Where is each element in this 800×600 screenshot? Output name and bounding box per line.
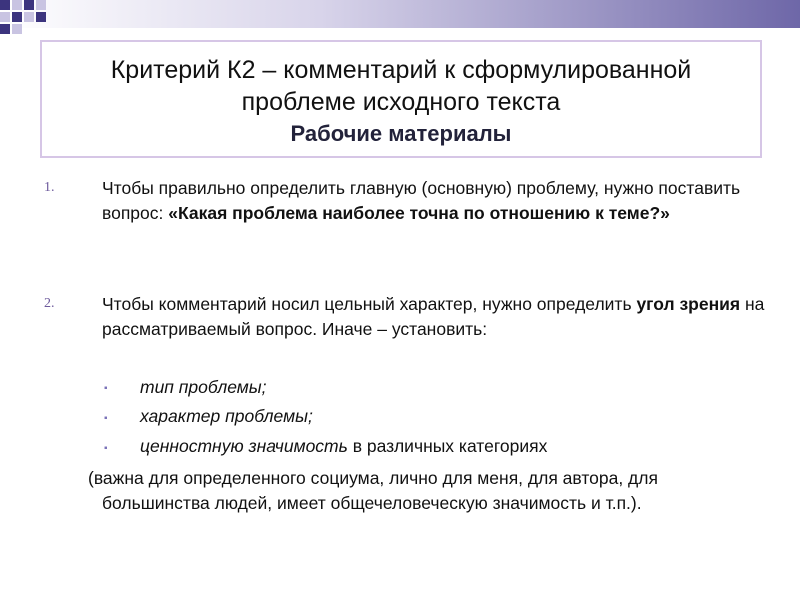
- sub-item-value-significance: ценностную значимость в различных категориях: [140, 436, 548, 456]
- square-bullet-icon: ▪: [104, 413, 108, 424]
- sub-item-problem-type: тип проблемы;: [140, 377, 267, 397]
- list-item-number: 1.: [44, 180, 55, 195]
- list-item-1-text: [102, 176, 742, 226]
- square-bullet-icon: ▪: [104, 443, 108, 454]
- list-item-2-tail: на рассматриваемый вопрос. Иначе – установить:: [102, 294, 765, 339]
- slide-title-line-1: Критерий К2 – комментарий к сформулированной: [110, 56, 692, 84]
- slide-title-line-2: проблеме исходного текста: [241, 88, 561, 116]
- list-item-number: 2.: [44, 296, 55, 311]
- sub-item-problem-character: характер проблемы;: [140, 406, 313, 426]
- slide-subtitle: Рабочие материалы: [290, 121, 512, 146]
- list-item-1-lead: Чтобы правильно определить главную (основную) проблему, нужно поставить вопрос:: [102, 178, 741, 223]
- key-question: «Какая проблема наиболее точна по отношению к теме?»: [168, 203, 670, 223]
- angle-of-view-term: угол зрения: [636, 294, 741, 314]
- list-item-2-lead: Чтобы комментарий носил цельный характер, нужно определить: [102, 294, 637, 314]
- list-item-2-text: [102, 292, 770, 342]
- square-bullet-icon: ▪: [104, 383, 108, 394]
- note-paragraph: (важна для определенного социума, лично для меня, для автора, для большинства людей, имеет общечеловеческую значимость и т.п.).: [88, 468, 658, 513]
